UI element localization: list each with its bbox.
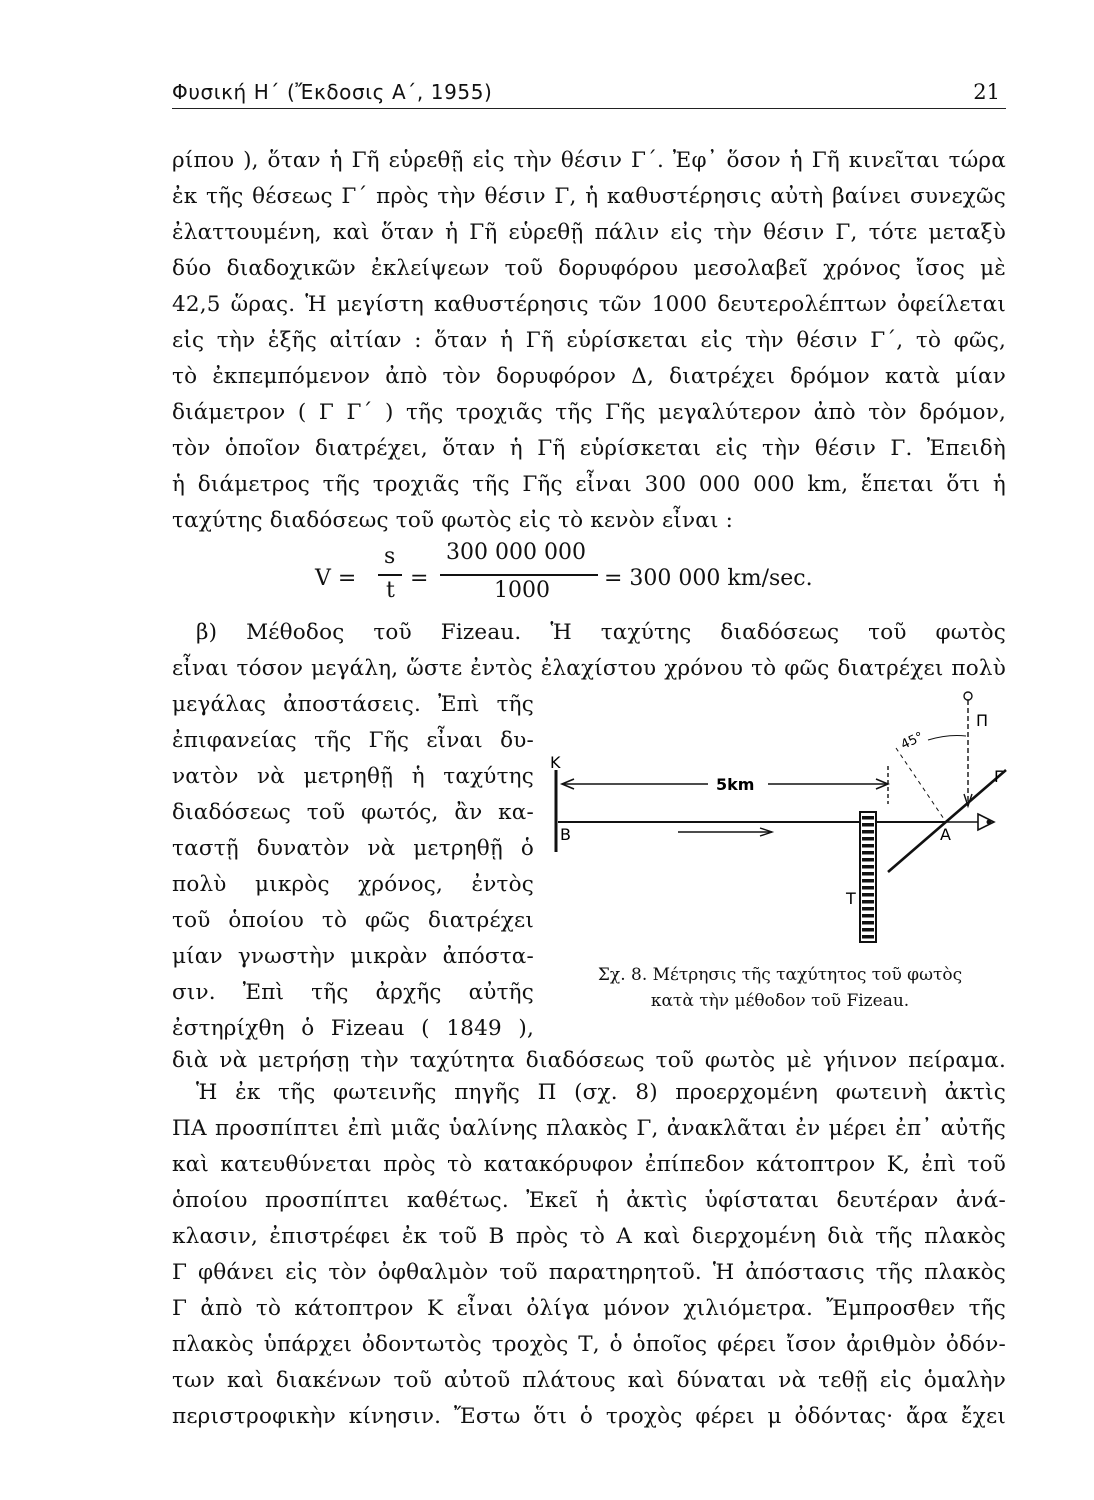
wheel-tooth <box>862 865 874 869</box>
text-line: κλασιν, ἐπιστρέφει ἐκ τοῦ Β πρὸς τὸ Α καὶ διερχομένη διὰ τῆς πλακὸς <box>172 1224 1006 1249</box>
wheel-tooth <box>862 872 874 876</box>
text-line: διάμετρον ( Γ Γ΄ ) τῆς τροχιᾶς τῆς Γῆς μεγαλύτερον ἀπὸ τὸν δρόμον, <box>172 400 1006 425</box>
text-line: τὸ ἐκπεμπόμενον ἀπὸ τὸν δορυφόρον Δ, διατρέχει δρόμον κατὰ μίαν <box>172 364 1006 389</box>
wheel-tooth <box>862 816 874 820</box>
label-a: A <box>940 825 951 844</box>
label-g: Γ <box>994 767 1003 786</box>
eye-pupil <box>987 820 992 825</box>
wheel-tooth <box>862 879 874 883</box>
text-line: διὰ νὰ μετρήσῃ τὴν ταχύτητα διαδόσεως τοῦ φωτὸς μὲ γήινον πείραμα. <box>172 1048 1006 1073</box>
wheel-tooth <box>862 886 874 890</box>
wheel-tooth <box>862 858 874 862</box>
text-line: ἡ διάμετρος τῆς τροχιᾶς τῆς Γῆς εἶναι 300 000 000 km, ἕπεται ὅτι ἡ <box>172 472 1006 497</box>
text-line: β) Μέθοδος τοῦ Fizeau. Ἡ ταχύτης διαδόσεως τοῦ φωτὸς <box>196 620 1006 645</box>
text-line: Γ ἀπὸ τὸ κάτοπτρον Κ εἶναι ὀλίγα μόνον χιλιόμετρα. Ἔμπροσθεν τῆς <box>172 1296 1006 1321</box>
normal-line <box>896 748 946 822</box>
wheel-tooth <box>862 907 874 911</box>
label-distance: 5km <box>716 775 755 794</box>
text-line: των καὶ διακένων τοῦ αὐτοῦ πλάτους καὶ δύναται νὰ τεθῇ εἰς ὁμαλὴν <box>172 1368 1006 1393</box>
text-line: 42,5 ὥρας. Ἡ μεγίστη καθυστέρησις τῶν 1000 δευτερολέπτων ὀφείλεται <box>172 292 1006 317</box>
header-title: Φυσική Η΄ (Ἔκδοσις Α΄, 1955) <box>172 80 493 104</box>
wheel-tooth <box>862 921 874 925</box>
text-line: εἰς τὴν ἑξῆς αἰτίαν : ὅταν ἡ Γῆ εὑρίσκεται εἰς τὴν θέσιν Γ΄, τὸ φῶς, <box>172 328 1006 353</box>
text-line: ἐκ τῆς θέσεως Γ΄ πρὸς τὴν θέσιν Γ, ἡ καθυστέρησις αὐτὴ βαίνει συνεχῶς <box>172 184 1006 209</box>
formula-denominator: 1000 <box>494 578 550 603</box>
eye-icon <box>978 814 994 830</box>
formula-result: = 300 000 km/sec. <box>604 566 813 591</box>
label-t: T <box>846 889 856 908</box>
formula-denominator-t: t <box>386 578 395 603</box>
text-line: ἐλαττουμένη, καὶ ὅταν ἡ Γῆ εὑρεθῇ πάλιν εἰς τὴν θέσιν Γ, τότε μεταξὺ <box>172 220 1006 245</box>
text-line: καὶ κατευθύνεται πρὸς τὸ κατακόρυφον ἐπίπεδον κάτοπτρον Κ, ἐπὶ τοῦ <box>172 1152 1006 1177</box>
wheel-tooth <box>862 844 874 848</box>
text-line: ἐπιφανείας τῆς Γῆς εἶναι δυ- <box>172 728 534 753</box>
wheel-tooth <box>862 893 874 897</box>
text-line: ἐστηρίχθη ὁ Fizeau ( 1849 ), <box>172 1016 534 1041</box>
text-line: σιν. Ἐπὶ τῆς ἀρχῆς αὐτῆς <box>172 980 534 1005</box>
page-header <box>172 78 1006 109</box>
text-line: διαδόσεως τοῦ φωτός, ἂν κα- <box>172 800 534 825</box>
text-line: τοῦ ὁποίου τὸ φῶς διατρέχει <box>172 908 534 933</box>
label-b: B <box>560 825 571 844</box>
formula-lhs: V = <box>315 566 357 591</box>
fraction-bar <box>378 574 402 576</box>
fraction-bar <box>440 574 598 576</box>
text-line: μίαν γνωστὴν μικρὰν ἀπόστα- <box>172 944 534 969</box>
label-k: K <box>550 753 561 772</box>
wheel-tooth <box>862 837 874 841</box>
wheel-tooth <box>862 935 874 939</box>
text-line: ὁποίου προσπίπτει καθέτως. Ἐκεῖ ἡ ἀκτὶς ὑφίσταται δευτέραν ἀνά- <box>172 1188 1006 1213</box>
figure-caption-line1: Σχ. 8. Μέτρησις τῆς ταχύτητος τοῦ φωτὸς <box>597 965 963 985</box>
page-number: 21 <box>973 80 1000 104</box>
text-line: περιστροφικὴν κίνησιν. Ἔστω ὅτι ὁ τροχὸς φέρει μ ὀδόντας· ἄρα ἔχει <box>172 1404 1006 1429</box>
text-line: τὸν ὁποῖον διατρέχει, ὅταν ἡ Γῆ εὑρίσκεται εἰς τὴν θέσιν Γ. Ἐπειδὴ <box>172 436 1006 461</box>
text-line: Γ φθάνει εἰς τὸν ὀφθαλμὸν τοῦ παρατηρητοῦ. Ἡ ἀπόστασις τῆς πλακὸς <box>172 1260 1006 1285</box>
text-line: ταχύτης διαδόσεως τοῦ φωτὸς εἰς τὸ κενὸν εἶναι : <box>172 508 734 533</box>
figure-caption-line2: κατὰ τὴν μέθοδον τοῦ Fizeau. <box>650 991 910 1011</box>
text-line: πλακὸς ὑπάρχει ὀδοντωτὸς τροχὸς Τ, ὁ ὁποῖος φέρει ἴσον ἀριθμὸν ὀδόν- <box>172 1332 1006 1357</box>
text-line: πολὺ μικρὸς χρόνος, ἐντὸς <box>172 872 534 897</box>
text-line: δύο διαδοχικῶν ἐκλείψεων τοῦ δορυφόρου μεσολαβεῖ χρόνος ἴσος μὲ <box>172 256 1006 281</box>
wheel-tooth <box>862 914 874 918</box>
formula-numerator: 300 000 000 <box>446 540 586 565</box>
text-line: νατὸν νὰ μετρηθῇ ἡ ταχύτης <box>172 764 534 789</box>
text-line: ταστῇ δυνατὸν νὰ μετρηθῇ ὁ <box>172 836 534 861</box>
wheel-tooth <box>862 851 874 855</box>
text-line: εἶναι τόσον μεγάλη, ὥστε ἐντὸς ἐλαχίστου χρόνου τὸ φῶς διατρέχει πολὺ <box>172 656 1006 681</box>
wheel-tooth <box>862 830 874 834</box>
wheel-tooth <box>862 823 874 827</box>
text-line: ρίπου ), ὅταν ἡ Γῆ εὑρεθῇ εἰς τὴν θέσιν Γ΄. Ἐφ᾽ ὅσον ἡ Γῆ κινεῖται τώρα <box>172 148 1006 173</box>
label-angle: 45° <box>898 729 926 753</box>
fizeau-apparatus-diagram <box>548 682 1018 952</box>
wheel-tooth <box>862 900 874 904</box>
formula-equals: = <box>410 566 429 591</box>
formula-numerator-s: s <box>384 544 396 569</box>
text-line: Ἡ ἐκ τῆς φωτεινῆς πηγῆς Π (σχ. 8) προερχομένη φωτεινὴ ἀκτὶς <box>196 1080 1006 1105</box>
text-line: ΠΑ προσπίπτει ἐπὶ μιᾶς ὑαλίνης πλακὸς Γ, ἀνακλᾶται ἐν μέρει ἐπ᾽ αὐτῆς <box>172 1116 1006 1141</box>
text-line: μεγάλας ἀποστάσεις. Ἐπὶ τῆς <box>172 692 534 717</box>
angle-arc <box>928 736 966 741</box>
wheel-tooth <box>862 928 874 932</box>
light-source <box>964 692 972 700</box>
label-p: Π <box>976 711 989 730</box>
